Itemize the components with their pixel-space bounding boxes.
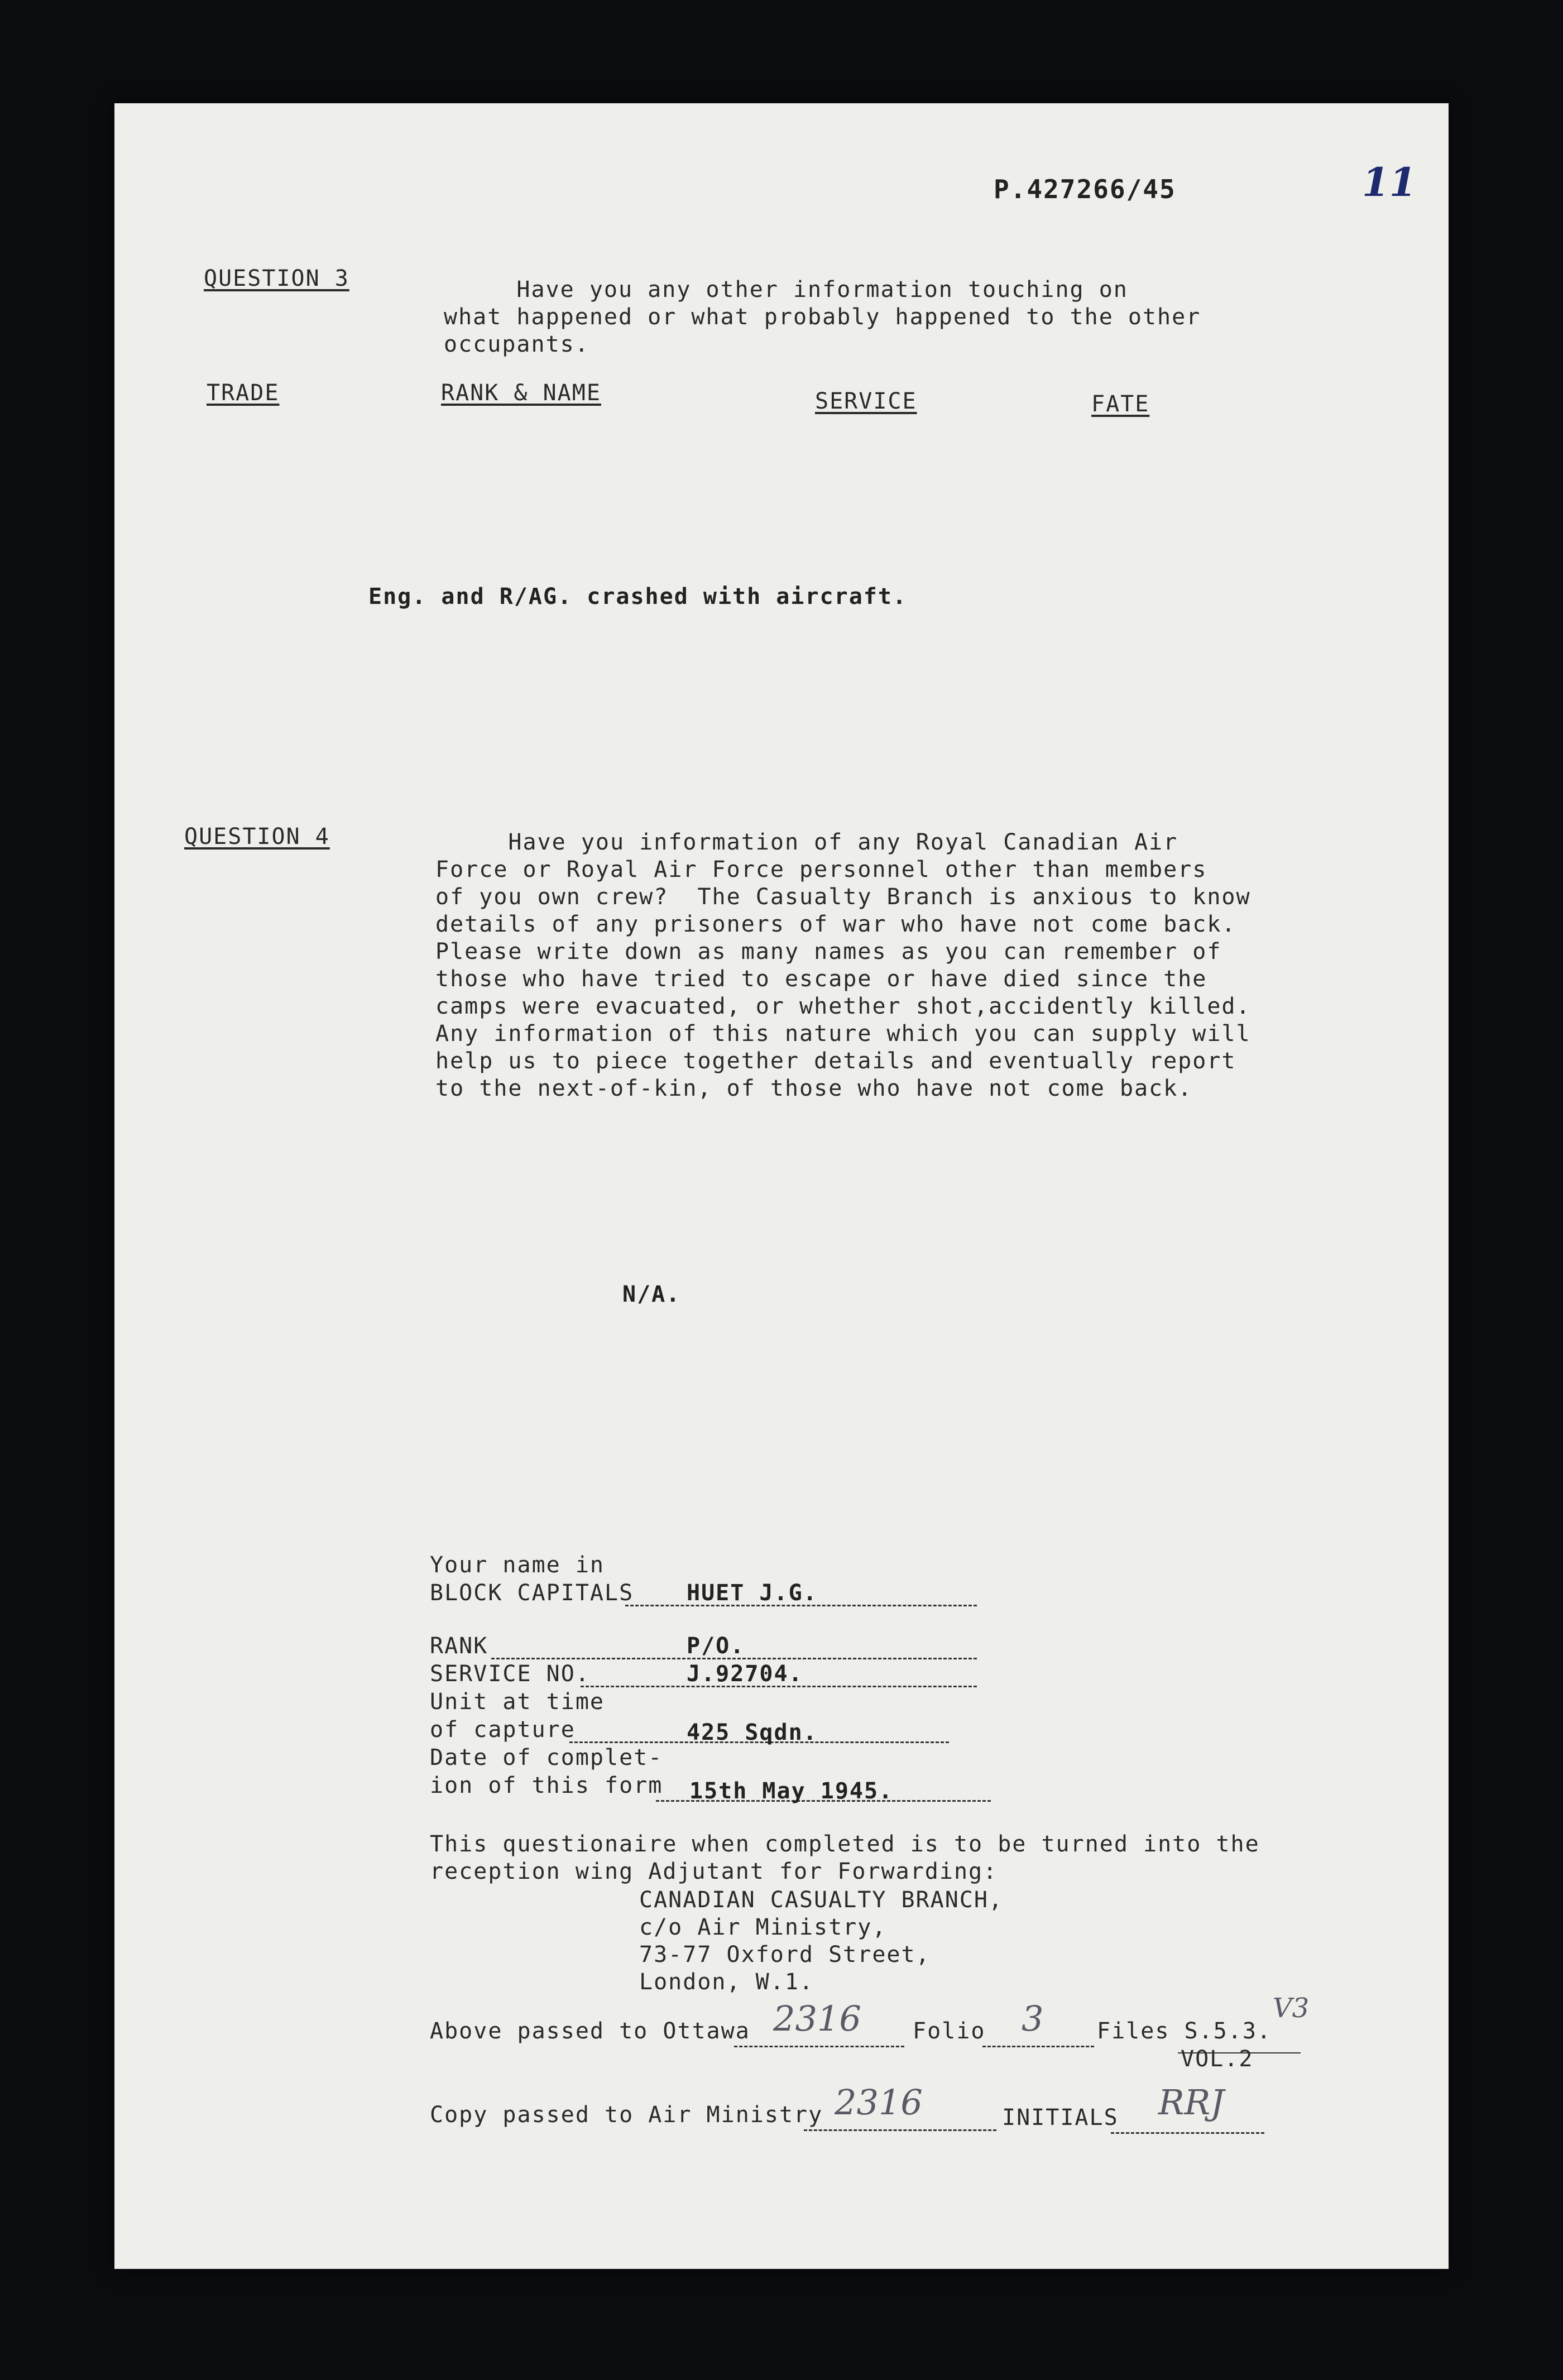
unit-label-2: of capture <box>430 1717 576 1743</box>
vol-strike <box>1178 2052 1301 2053</box>
initials-line <box>1111 2132 1264 2134</box>
name-label-2: BLOCK CAPITALS <box>430 1580 634 1606</box>
folio-line <box>982 2046 1094 2047</box>
service-no-label: SERVICE NO. <box>430 1661 590 1687</box>
date-value: 15th May 1945. <box>689 1778 894 1804</box>
air-ministry-value: 2316 <box>835 2082 923 2123</box>
document-page <box>114 103 1449 2269</box>
question-4-label: QUESTION 4 <box>184 824 330 850</box>
header-trade: TRADE <box>207 380 280 406</box>
initials-value: RRJ <box>1158 2082 1225 2123</box>
folio-value: 3 <box>1022 1998 1044 2039</box>
initials-label: INITIALS <box>1002 2105 1119 2131</box>
reference-number: P.427266/45 <box>994 174 1176 204</box>
date-label-2: ion of this form <box>430 1773 663 1798</box>
rank-value: P/O. <box>687 1633 745 1659</box>
header-fate: FATE <box>1091 391 1150 417</box>
instructions-text: This questionaire when completed is to be turned into the reception wing Adjutant for Forwarding: <box>430 1831 1260 1884</box>
ottawa-label: Above passed to Ottawa <box>430 2018 750 2044</box>
date-label-1: Date of complet- <box>430 1745 663 1770</box>
header-rank-name: RANK & NAME <box>441 380 601 406</box>
air-ministry-line <box>804 2129 996 2131</box>
question-4-text: Have you information of any Royal Canadian Air Force or Royal Air Force personnel other than members of you own crew? The Casualty Branch is anxious to know details of any prisoners of war who have not come back. Please write down as many names as you can remember of those who have tried to escape or have died since the camps were evacuated, or whether shot,accidently killed. Any information of this nature which you can supply will help us to piece together details and eventually report to the next-of-kin, of those who have not come back. <box>435 829 1251 1101</box>
name-label-1: Your name in <box>430 1552 605 1578</box>
page-number: 11 <box>1362 159 1417 205</box>
folio-label: Folio <box>913 2018 986 2044</box>
question-3-text: Have you any other information touching on what happened or what probably happened to the other occupants. <box>444 277 1201 357</box>
air-ministry-label: Copy passed to Air Ministry <box>430 2102 823 2128</box>
service-no-value: J.92704. <box>687 1661 803 1687</box>
ottawa-value: 2316 <box>773 1998 861 2039</box>
rank-label: RANK <box>430 1633 488 1659</box>
ottawa-line <box>734 2046 904 2047</box>
vol-label: VOL.2 <box>1181 2046 1254 2072</box>
header-service: SERVICE <box>815 388 917 414</box>
question-4-answer: N/A. <box>622 1282 681 1307</box>
unit-value: 425 Sqdn. <box>687 1720 818 1745</box>
question-3-label: QUESTION 3 <box>204 266 349 291</box>
instructions-address: CANADIAN CASUALTY BRANCH, c/o Air Ministry, 73-77 Oxford Street, London, W.1. <box>639 1887 1004 1995</box>
files-label: Files S.5.3. <box>1097 2018 1272 2044</box>
unit-label-1: Unit at time <box>430 1689 605 1715</box>
question-3-answer: Eng. and R/AG. crashed with aircraft. <box>368 584 908 610</box>
name-value: HUET J.G. <box>687 1580 818 1606</box>
files-value: V3 <box>1273 1993 1310 2024</box>
